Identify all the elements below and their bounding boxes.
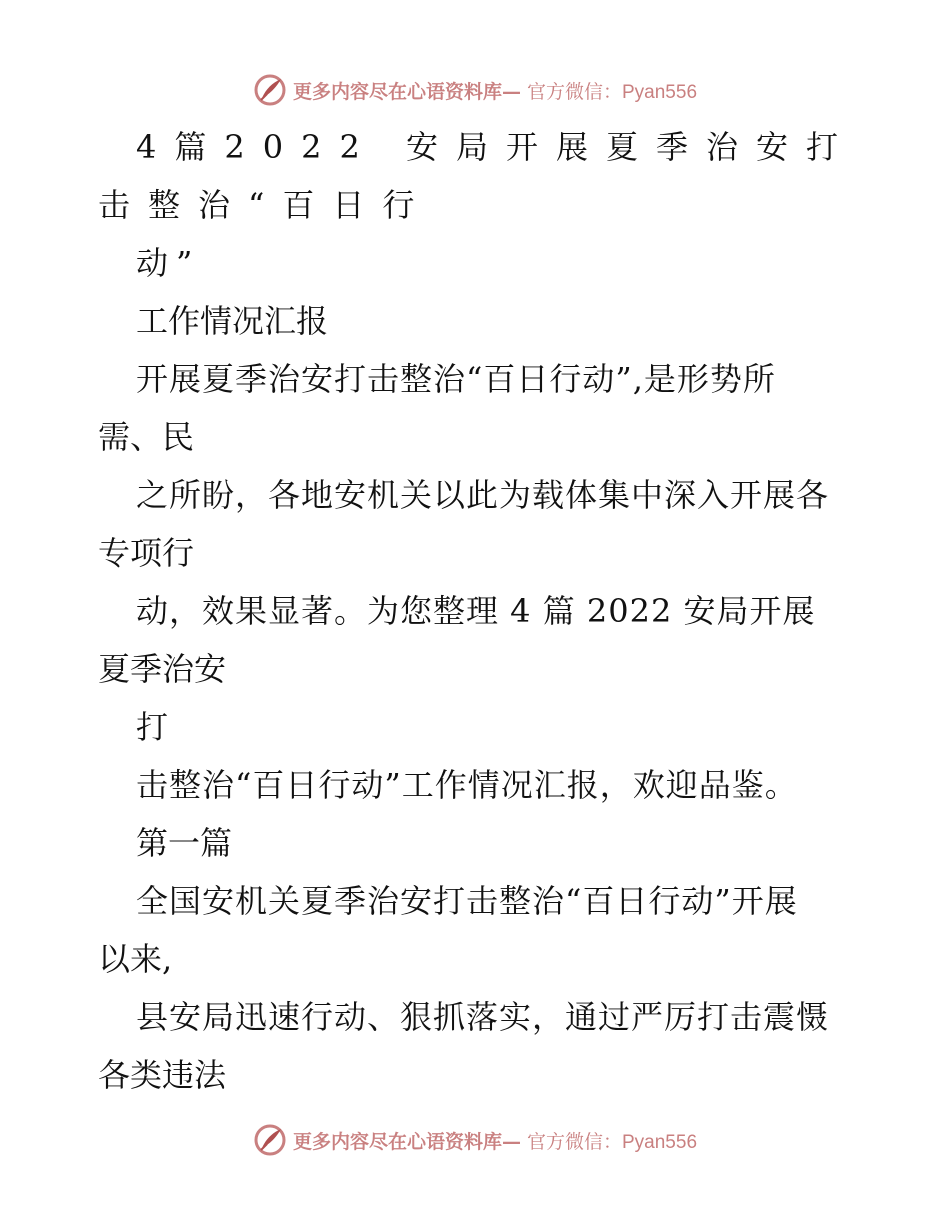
watermark-contact-text: 官方微信：Pyan556	[527, 81, 698, 103]
watermark-contact-text: 官方微信：Pyan556	[527, 1131, 698, 1153]
paragraph-line: 打	[136, 708, 169, 746]
footer-watermark	[0, 1120, 950, 1160]
title-line-1: 4篇2022 安局开展夏季治安打	[136, 128, 856, 166]
paragraph-line: 夏季治安	[98, 650, 227, 688]
paragraph-line: 之所盼，各地安机关以此为载体集中深入开展各	[136, 476, 830, 514]
paragraph-line: 开展夏季治安打击整治“百日行动”,是形势所	[136, 360, 776, 398]
paragraph-line: 需、民	[98, 418, 195, 456]
feather-pen-logo-icon	[253, 1123, 287, 1157]
paragraph-line: 各类违法	[98, 1056, 227, 1094]
paragraph-line: 动，效果显著。为您整理 4 篇 2022 安局开展	[136, 592, 816, 630]
paragraph-line: 全国安机关夏季治安打击整治“百日行动”开展	[136, 882, 798, 920]
watermark-promo-text: 更多内容尽在心语资料库—	[292, 80, 521, 103]
subtitle-line: 工作情况汇报	[136, 302, 329, 340]
title-line-2: 击整治“百日行	[98, 186, 433, 224]
paragraph-line: 县安局迅速行动、狠抓落实，通过严厉打击震慑	[136, 998, 830, 1036]
watermark-promo-text: 更多内容尽在心语资料库—	[292, 1130, 521, 1153]
feather-pen-logo-icon	[253, 73, 287, 107]
title-line-3: 动”	[136, 244, 201, 282]
header-watermark	[0, 70, 950, 110]
paragraph-line: 击整治“百日行动”工作情况汇报，欢迎品鉴。	[136, 766, 798, 804]
paragraph-line: 专项行	[98, 534, 195, 572]
paragraph-line: 以来,	[98, 940, 173, 978]
section-heading: 第一篇	[136, 824, 233, 862]
